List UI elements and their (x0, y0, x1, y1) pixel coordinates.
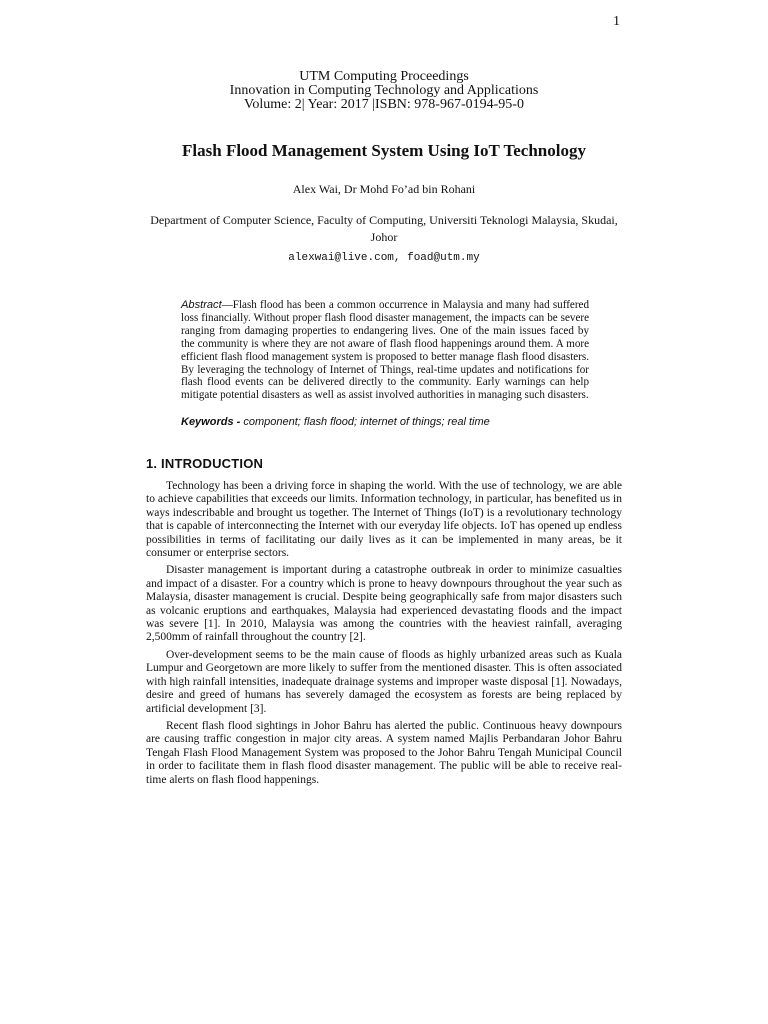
paragraph: Recent flash flood sightings in Johor Bahru has alerted the public. Continuous heavy downpours are causing traffic congestion in major city areas. A system named Majlis Perbandaran Johor Bahru Tengah Flash Flood Management System was proposed to the Johor Bahru Tengah Municipal Council in order to facilitate them in flash flood disaster management. The public will be able to receive real-time alerts on flash flood happenings. (146, 719, 622, 786)
keywords (181, 416, 589, 428)
paragraph: Disaster management is important during a catastrophe outbreak in order to minimize casualties and impact of a disaster. For a country which is prone to heavy downpours throughout the year such as Malaysia, disaster management is crucial. Despite being geographically safe from major disasters such as volcanic eruptions and earthquakes, Malaysia had experienced devastating floods and the impact was severe [1]. In 2010, Malaysia was among the countries with the heaviest rainfall, averaging 2,500mm of rainfall throughout the country [2]. (146, 564, 622, 644)
abstract-label: Abstract (181, 299, 222, 311)
authors: Alex Wai, Dr Mohd Fo’ad bin Rohani (292, 182, 476, 196)
proceedings-volume-isbn: Volume: 2| Year: 2017 |ISBN: 978-967-0194-95-0 (244, 97, 524, 112)
keywords-label: Keywords - (181, 416, 241, 428)
abstract (181, 299, 589, 402)
keywords-text: component; flash flood; internet of things; real time (240, 416, 490, 428)
abstract-dash: — (221, 299, 233, 311)
introduction-body (146, 480, 622, 791)
paragraph: Technology has been a driving force in shaping the world. With the use of technology, we are able to achieve capabilities that exceeds our limits. Information technology, in particular, has benefited us in ways indescribable and brought us together. The Internet of Things (IoT) is a revolutionary technology that is capable of interconnecting the Internet with our everyday life objects. IoT has opened up endless possibilities in terms of facilitating our daily lives as it can be implemented in many areas, be it consumer or enterprise sectors. (146, 480, 622, 560)
paper-title: Flash Flood Management System Using IoT Technology (182, 141, 586, 160)
proceedings-header (0, 70, 768, 112)
proceedings-name: UTM Computing Proceedings (299, 69, 469, 84)
author-emails: alexwai@live.com, foad@utm.my (288, 252, 480, 264)
page-number: 1 (613, 14, 620, 29)
paragraph: Over-development seems to be the main cause of floods as highly urbanized areas such as Kuala Lumpur and Georgetown are more likely to suffer from the mentioned disaster. This is often associated with high rainfall intensities, inadequate drainage systems and improper waste disposal [1]. Nowadays, desire and greed of humans has severely damaged the ecosystem as forests are being replaced by artificial development [3]. (146, 648, 622, 715)
abstract-text: Flash flood has been a common occurrence in Malaysia and many had suffered loss financially. Without proper flash flood disaster management, the impacts can be severe ranging from damaging properties to endangering lives. One of the main issues faced by the community is where they are not aware of flash flood happenings around them. A more efficient flash flood management system is proposed to better manage flash flood disasters. By leveraging the technology of Internet of Things, real-time updates and notifications for flash flood events can be delivered directly to the community. Early warnings can help mitigate potential disasters as well as assist involved authorities in managing such disasters. (181, 299, 589, 402)
section-heading-introduction: 1. INTRODUCTION (146, 456, 264, 471)
affiliation: Department of Computer Science, Faculty of Computing, Universiti Teknologi Malaysia, Skudai, Johor (150, 213, 618, 244)
proceedings-subtitle: Innovation in Computing Technology and Applications (229, 83, 539, 98)
